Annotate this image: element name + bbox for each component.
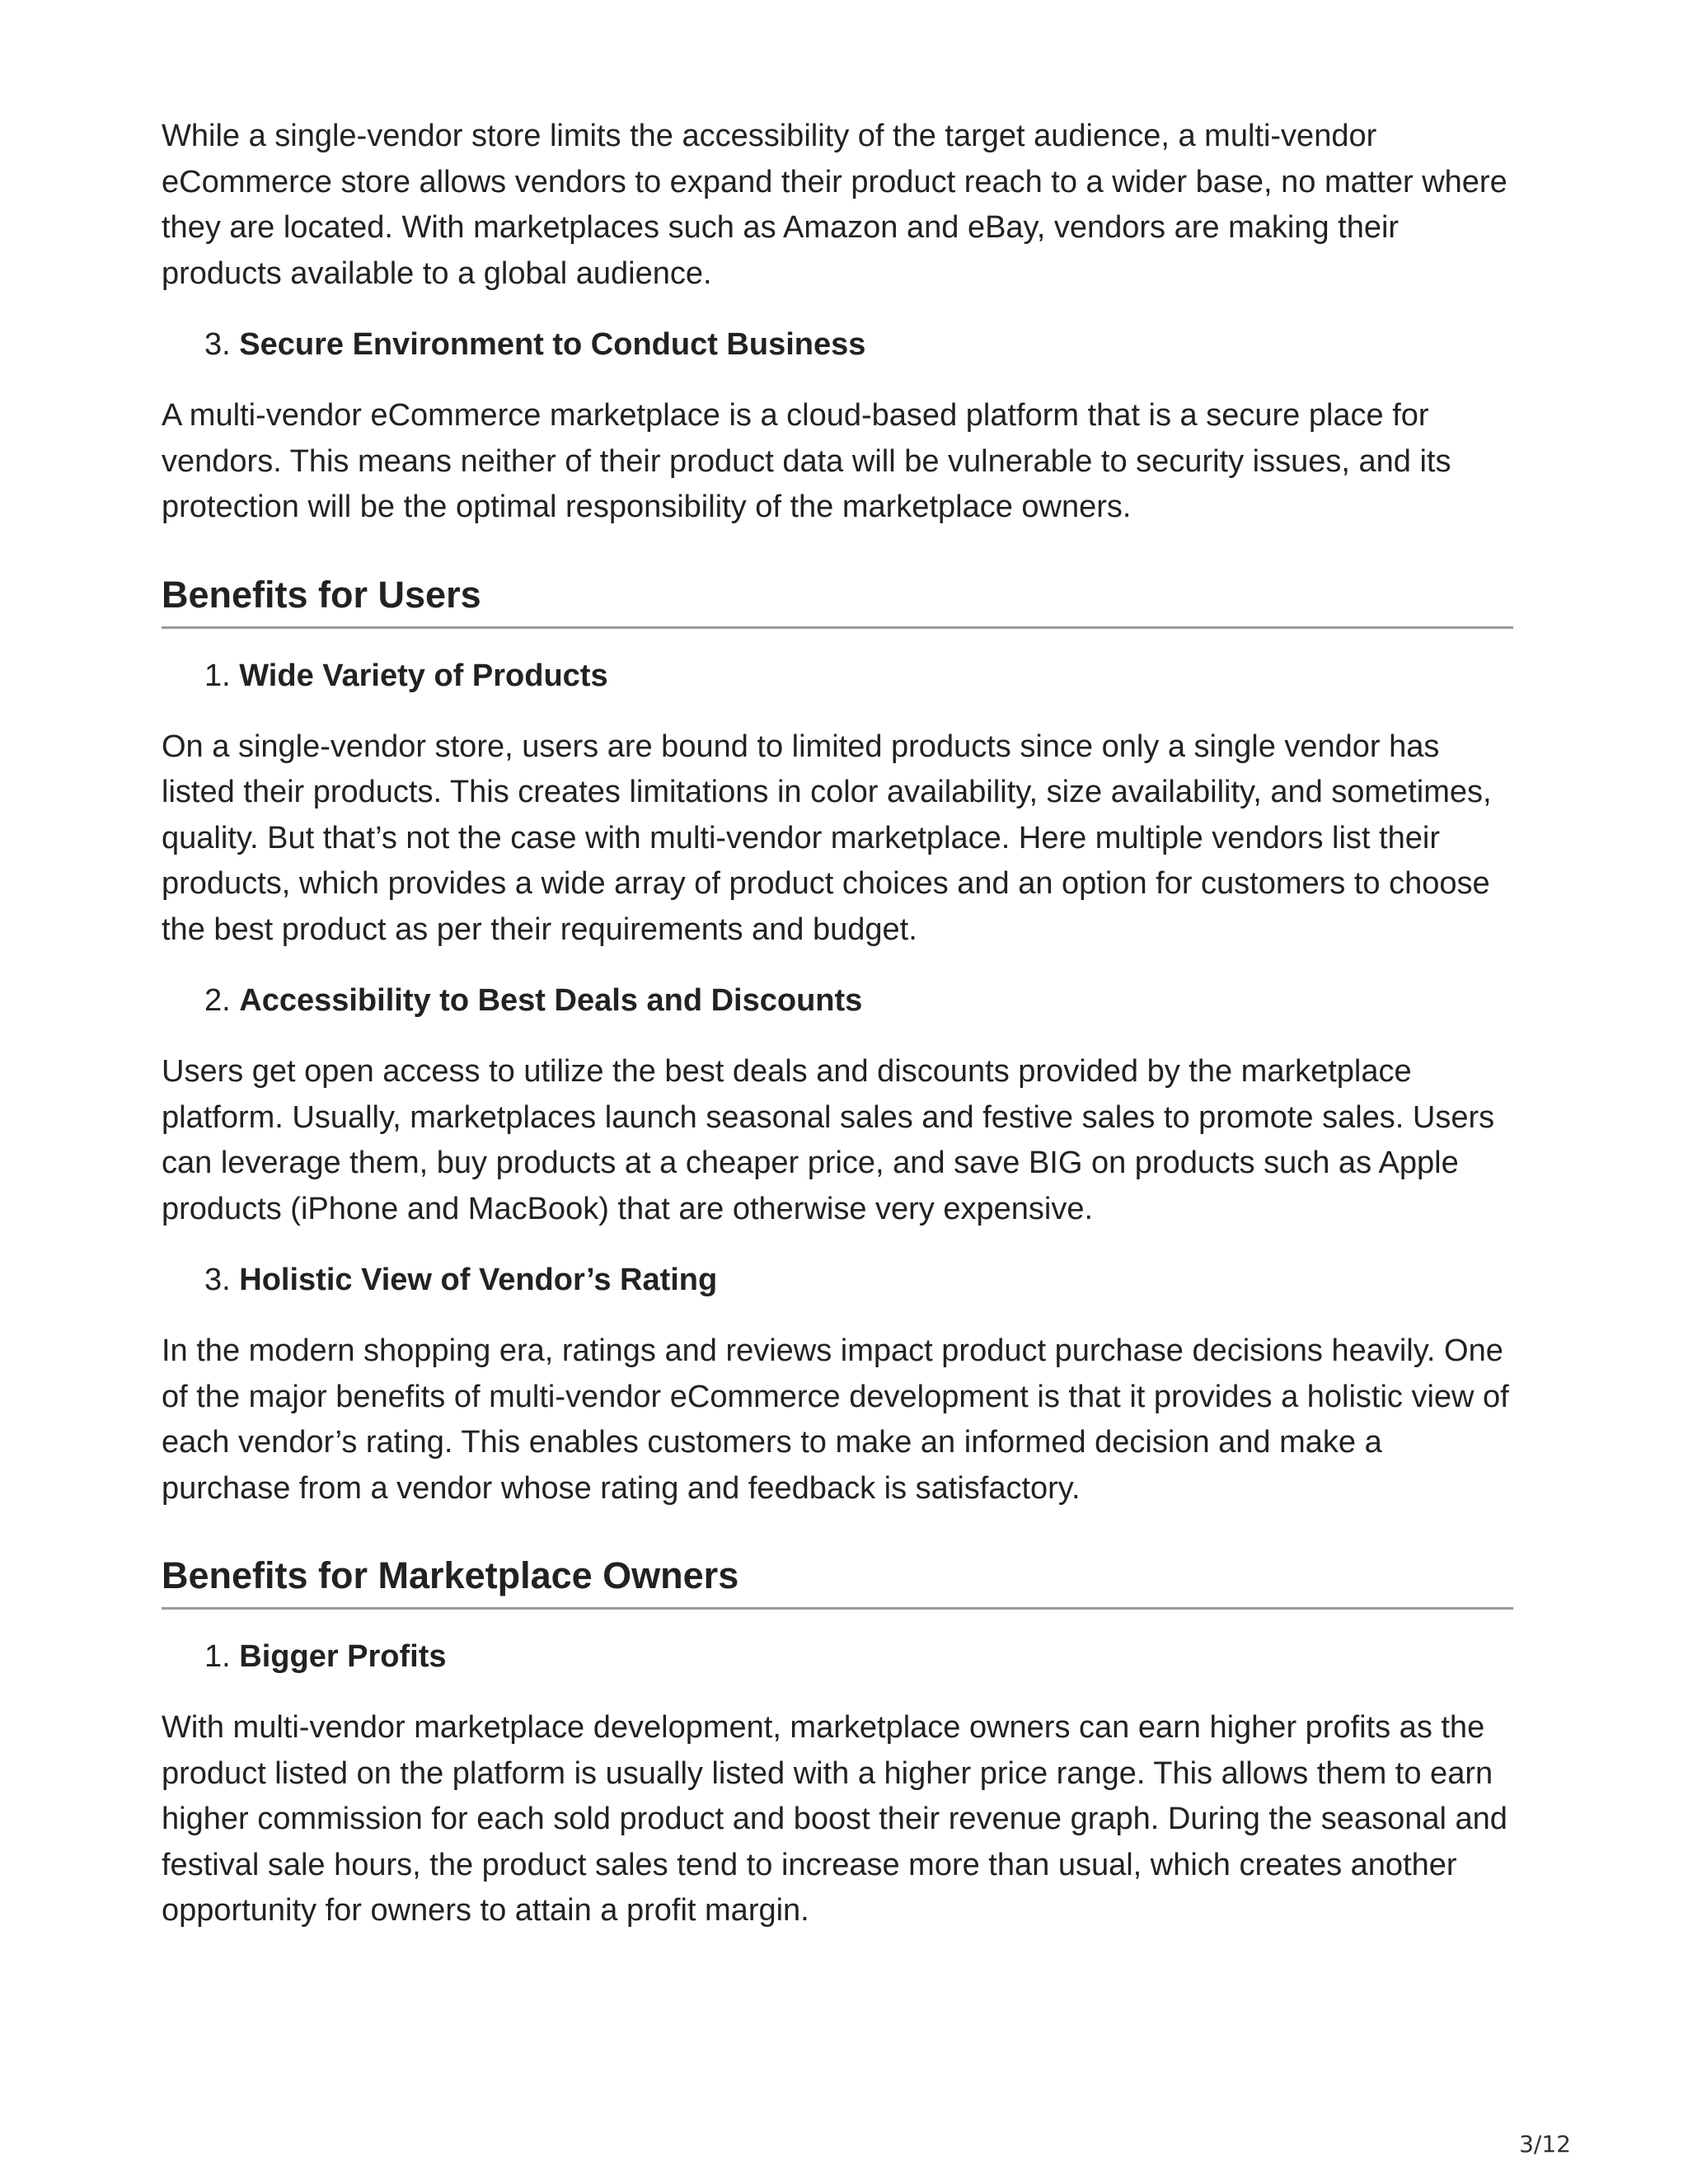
list-item-best-deals [162, 978, 1513, 1024]
secure-environment-paragraph: A multi-vendor eCommerce marketplace is a cloud-based platform that is a secure place for vendors. This means neither of their product data will be vulnerable to security issues, and its protection will be the optimal responsibility of the marketplace owners. [162, 398, 1451, 524]
best-deals-paragraph: Users get open access to utilize the best deals and discounts provided by the marketplace platform. Usually, marketplaces launch seasonal sales and festive sales to promote sales. Users can leverage them, buy products at a cheaper price, and save BIG on products such as Apple products (iPhone and MacBook) that are otherwise very expensive. [162, 1054, 1495, 1226]
vendor-rating-paragraph: In the modern shopping era, ratings and reviews impact product purchase decisions heavily. One of the major benefits of multi-vendor eCommerce development is that it provides a holistic view of each vendor’s rating. This enables customers to make an informed decision and make a purchase from a vendor whose rating and feedback is satisfactory. [162, 1333, 1509, 1506]
list-number: 2. [204, 983, 231, 1018]
list-item-vendor-rating [162, 1258, 1513, 1303]
page-number: 3/12 [1519, 2130, 1571, 2158]
list-item-title: Holistic View of Vendor’s Rating [239, 1263, 718, 1297]
list-item-title: Secure Environment to Conduct Business [239, 327, 866, 362]
list-item-title: Accessibility to Best Deals and Discounts [239, 983, 863, 1018]
document-body [162, 114, 1513, 1960]
intro-paragraph: While a single-vendor store limits the accessibility of the target audience, a multi-vendor eCommerce store allows vendors to expand their product reach to a wider base, no matter where they are located. With marketplaces such as Amazon and eBay, vendors are making their products available to a global audience. [162, 119, 1507, 291]
bigger-profits-paragraph: With multi-vendor marketplace development, marketplace owners can earn higher profits as the product listed on the platform is usually listed with a higher price range. This allows them to earn higher commission for each sold product and boost their revenue graph. During the seasonal and festival sale hours, the product sales tend to increase more than usual, which creates another opportunity for owners to attain a profit margin. [162, 1710, 1507, 1928]
list-item-secure-environment [162, 322, 1513, 368]
list-number: 3. [204, 1263, 231, 1297]
list-number: 3. [204, 327, 231, 362]
list-item-title: Bigger Profits [239, 1639, 447, 1674]
section-heading-owners: Benefits for Marketplace Owners [162, 1551, 1513, 1610]
list-item-title: Wide Variety of Products [239, 658, 608, 693]
wide-variety-paragraph: On a single-vendor store, users are bound to limited products since only a single vendor has listed their products. This creates limitations in color availability, size availability, and sometimes, quality. But that’s not the case with multi-vendor marketplace. Here multiple vendors list their products, which provides a wide array of product choices and an option for customers to choose the best product as per their requirements and budget. [162, 729, 1492, 947]
list-item-bigger-profits [162, 1634, 1513, 1680]
list-number: 1. [204, 658, 231, 693]
section-heading-users: Benefits for Users [162, 570, 1513, 629]
list-item-wide-variety [162, 654, 1513, 699]
list-number: 1. [204, 1639, 231, 1674]
